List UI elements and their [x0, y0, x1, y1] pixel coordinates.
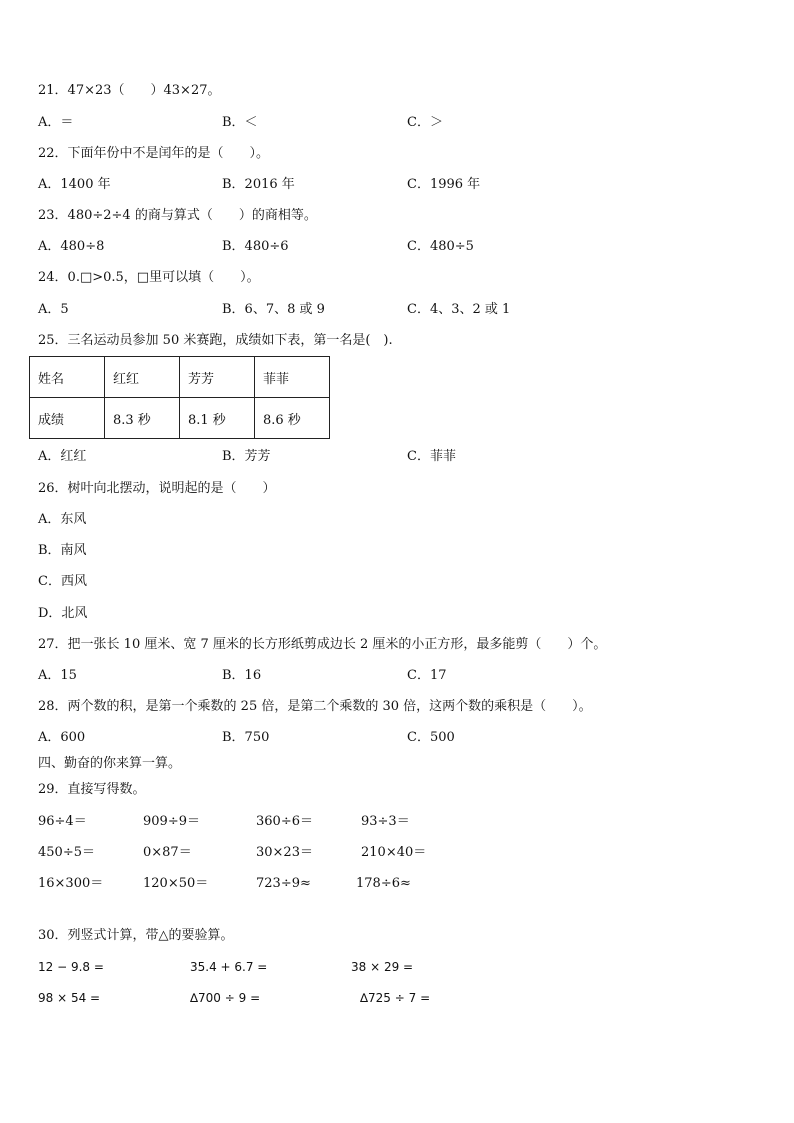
- q22-option-c[interactable]: C．1996 年: [407, 177, 481, 192]
- oral-calc-item: 96÷4＝: [38, 814, 87, 829]
- oral-calc-item: 0×87＝: [143, 845, 192, 860]
- q23-option-c[interactable]: C．480÷5: [407, 239, 474, 254]
- oral-calc-item: 909÷9＝: [143, 814, 200, 829]
- table-row: [30, 357, 330, 398]
- oral-calc-item: 120×50＝: [143, 876, 209, 891]
- oral-calc-item: 210×40＝: [361, 845, 427, 860]
- vertical-calc-item: 98 × 54 =: [38, 991, 101, 1005]
- table-cell: 姓名: [30, 357, 105, 398]
- oral-calc-item: 30×23＝: [256, 845, 313, 860]
- vertical-calc-item: 38 × 29 =: [351, 960, 414, 974]
- q23-stem: 23．480÷2÷4 的商与算式（ ）的商相等。: [38, 208, 317, 223]
- vertical-calc-item: 12 − 9.8 =: [38, 960, 104, 974]
- q22-option-b[interactable]: B．2016 年: [222, 177, 295, 192]
- q29-stem: 29．直接写得数。: [38, 782, 146, 797]
- table-cell: 成绩: [30, 398, 105, 439]
- q25-option-b[interactable]: B．芳芳: [222, 449, 271, 464]
- q26-option-b[interactable]: B．南风: [38, 543, 87, 558]
- q27-stem: 27．把一张长 10 厘米、宽 7 厘米的长方形纸剪成边长 2 厘米的小正方形，最多能剪（ ）个。: [38, 637, 607, 652]
- q25-stem: 25．三名运动员参加 50 米赛跑，成绩如下表，第一名是( ).: [38, 333, 393, 348]
- q27-option-b[interactable]: B．16: [222, 668, 262, 683]
- q28-option-a[interactable]: A．600: [38, 730, 86, 745]
- q27-option-a[interactable]: A．15: [38, 668, 77, 683]
- table-cell: 芳芳: [180, 357, 255, 398]
- q22-stem: 22．下面年份中不是闰年的是（ ）。: [38, 146, 270, 161]
- q22-option-a[interactable]: A．1400 年: [38, 177, 111, 192]
- q27-option-c[interactable]: C．17: [407, 668, 447, 683]
- oral-calc-item: 93÷3＝: [361, 814, 410, 829]
- q25-option-a[interactable]: A．红红: [38, 449, 87, 464]
- q26-option-d[interactable]: D．北风: [38, 606, 88, 621]
- section-heading: 四、勤奋的你来算一算。: [38, 756, 182, 771]
- table-cell: 8.6 秒: [255, 398, 330, 439]
- q21-option-b[interactable]: B．＜: [222, 115, 258, 130]
- table-cell: 8.3 秒: [105, 398, 180, 439]
- table-row: [30, 398, 330, 439]
- q28-stem: 28．两个数的积，是第一个乘数的 25 倍，是第二个乘数的 30 倍，这两个数的乘积是（ ）。: [38, 699, 592, 714]
- q24-stem: 24．0.□>0.5，□里可以填（ ）。: [38, 270, 260, 285]
- q25-results-table: [29, 356, 330, 439]
- table-cell: 菲菲: [255, 357, 330, 398]
- oral-calc-item: 360÷6＝: [256, 814, 313, 829]
- oral-calc-item: 178÷6≈: [356, 876, 411, 891]
- q26-stem: 26．树叶向北摆动，说明起的是（ ）: [38, 481, 276, 496]
- table-cell: 8.1 秒: [180, 398, 255, 439]
- q26-option-c[interactable]: C．西风: [38, 574, 87, 589]
- oral-calc-item: 450÷5＝: [38, 845, 95, 860]
- table-cell: 红红: [105, 357, 180, 398]
- q25-option-c[interactable]: C．菲菲: [407, 449, 456, 464]
- vertical-calc-item: ∆700 ÷ 9 =: [190, 991, 261, 1005]
- q21-option-a[interactable]: A．＝: [38, 115, 74, 130]
- oral-calc-item: 723÷9≈: [256, 876, 311, 891]
- q23-option-b[interactable]: B．480÷6: [222, 239, 289, 254]
- q21-stem: 21．47×23（ ）43×27。: [38, 83, 221, 98]
- q26-option-a[interactable]: A．东风: [38, 512, 87, 527]
- q30-stem: 30．列竖式计算，带△的要验算。: [38, 928, 234, 943]
- q24-option-b[interactable]: B．6、7、8 或 9: [222, 302, 325, 317]
- q23-option-a[interactable]: A．480÷8: [38, 239, 105, 254]
- vertical-calc-item: 35.4 + 6.7 =: [190, 960, 268, 974]
- q21-option-c[interactable]: C．＞: [407, 115, 443, 130]
- vertical-calc-item: ∆725 ÷ 7 =: [360, 991, 431, 1005]
- q28-option-b[interactable]: B．750: [222, 730, 270, 745]
- q24-option-c[interactable]: C．4、3、2 或 1: [407, 302, 511, 317]
- q24-option-a[interactable]: A．5: [38, 302, 69, 317]
- oral-calc-item: 16×300＝: [38, 876, 104, 891]
- q28-option-c[interactable]: C．500: [407, 730, 455, 745]
